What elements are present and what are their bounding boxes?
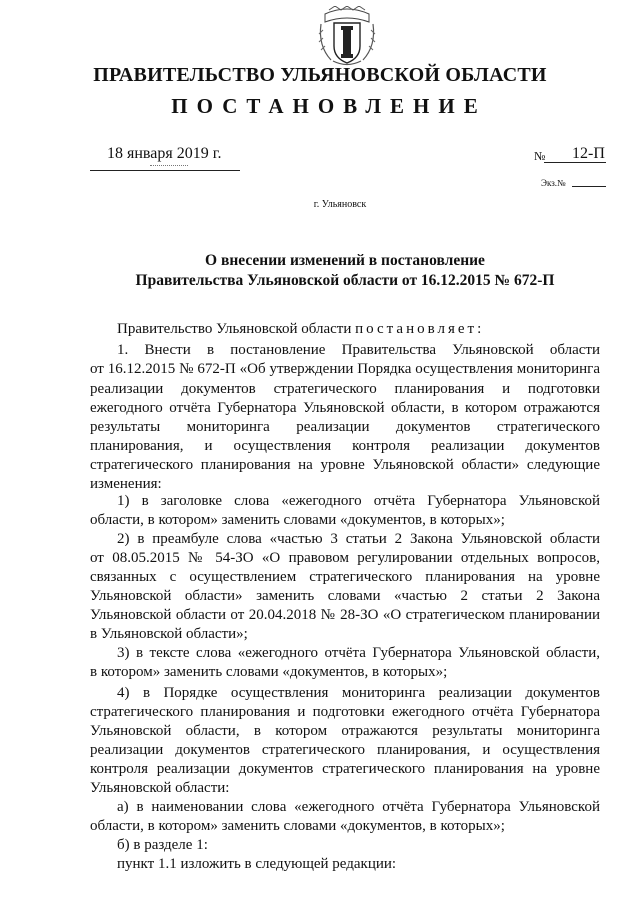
body-line: Ульяновской области, в котором отражаются результаты мониторинга [90,723,600,739]
document-date: 18 января 2019 г. [107,145,222,162]
body-line: от 08.05.2015 № 54-ЗО «О правовом регулировании отдельных вопросов, [90,550,600,566]
city-label: г. Ульяновск [313,199,367,210]
body-line: Ульяновской области от 20.04.2018 № 28-ЗО «О стратегическом планировании [90,607,600,623]
intro-line [117,320,484,338]
body-line: области, в котором» заменить словами «документов, в которых»; [90,818,505,834]
body-line: стратегического планирования и подготовки ежегодного отчёта Губернатора [90,704,600,720]
body-line: Ульяновской области: [90,780,230,796]
coat-of-arms-emblem [317,6,377,68]
body-line: в Ульяновской области»; [90,626,248,642]
number-sign: № [534,149,546,163]
intro-prefix: Правительство Ульяновской области [117,321,352,337]
body-line: б) в разделе 1: [117,837,208,853]
body-line: от 16.12.2015 № 672-П «Об утверждении Порядка осуществления мониторинга [90,361,600,377]
number-underline [544,162,606,163]
document-number: 12-П [572,145,605,162]
body-line: 1. Внести в постановление Правительства Ульяновской области [117,342,600,358]
body-line: ежегодного отчёта Губернатора Ульяновской области, в котором отражаются [90,400,600,416]
body-line: реализации документов стратегического планирования, и осуществления [90,742,600,758]
body-line: реализации документов стратегического планирования и подготовки [90,381,600,397]
body-line: стратегического планирования на уровне Ульяновской области» следующие [90,457,600,473]
body-line: в котором» заменить словами «документов, в которых»; [90,664,448,680]
document-title [0,251,640,291]
government-name: ПРАВИТЕЛЬСТВО УЛЬЯНОВСКОЙ ОБЛАСТИ [93,64,547,86]
copy-number-underline [572,186,606,187]
body-line: 4) в Порядке осуществления мониторинга реализации документов [117,685,600,701]
title-line: Правительства Ульяновской области от 16.12.2015 № 672-П [135,272,555,289]
body-line: пункт 1.1 изложить в следующей редакции: [117,856,397,872]
body-line: а) в наименовании слова «ежегодного отчёта Губернатора Ульяновской [117,799,600,815]
document-type: ПОСТАНОВЛЕНИЕ [171,94,487,118]
title-line: О внесении изменений в постановление [205,252,485,269]
body-line: области, в котором» заменить словами «документов, в которых»; [90,512,505,528]
intro-verb: постановляет: [355,321,485,337]
body-line: Ульяновской области» заменить словами «частью 2 статьи 2 Закона [90,588,600,604]
body-line: 2) в преамбуле слова «частью 3 статьи 2 Закона Ульяновской области [117,531,600,547]
body-line: контроля реализации документов стратегического планирования на уровне [90,761,600,777]
body-line: 1) в заголовке слова «ежегодного отчёта Губернатора Ульяновской [117,493,600,509]
body-line: результаты мониторинга реализации документов стратегического [90,419,600,435]
body-line: связанных с осуществлением стратегического планирования на уровне [90,569,600,585]
copy-number-label: Экз.№ [541,178,566,188]
date-underline [90,170,240,171]
body-line: 3) в тексте слова «ежегодного отчёта Губернатора Ульяновской области, [117,645,600,661]
body-line: планирования, и осуществления контроля реализации документов [90,438,600,454]
date-underline-dotted [150,165,188,166]
body-line: изменения: [90,476,162,492]
